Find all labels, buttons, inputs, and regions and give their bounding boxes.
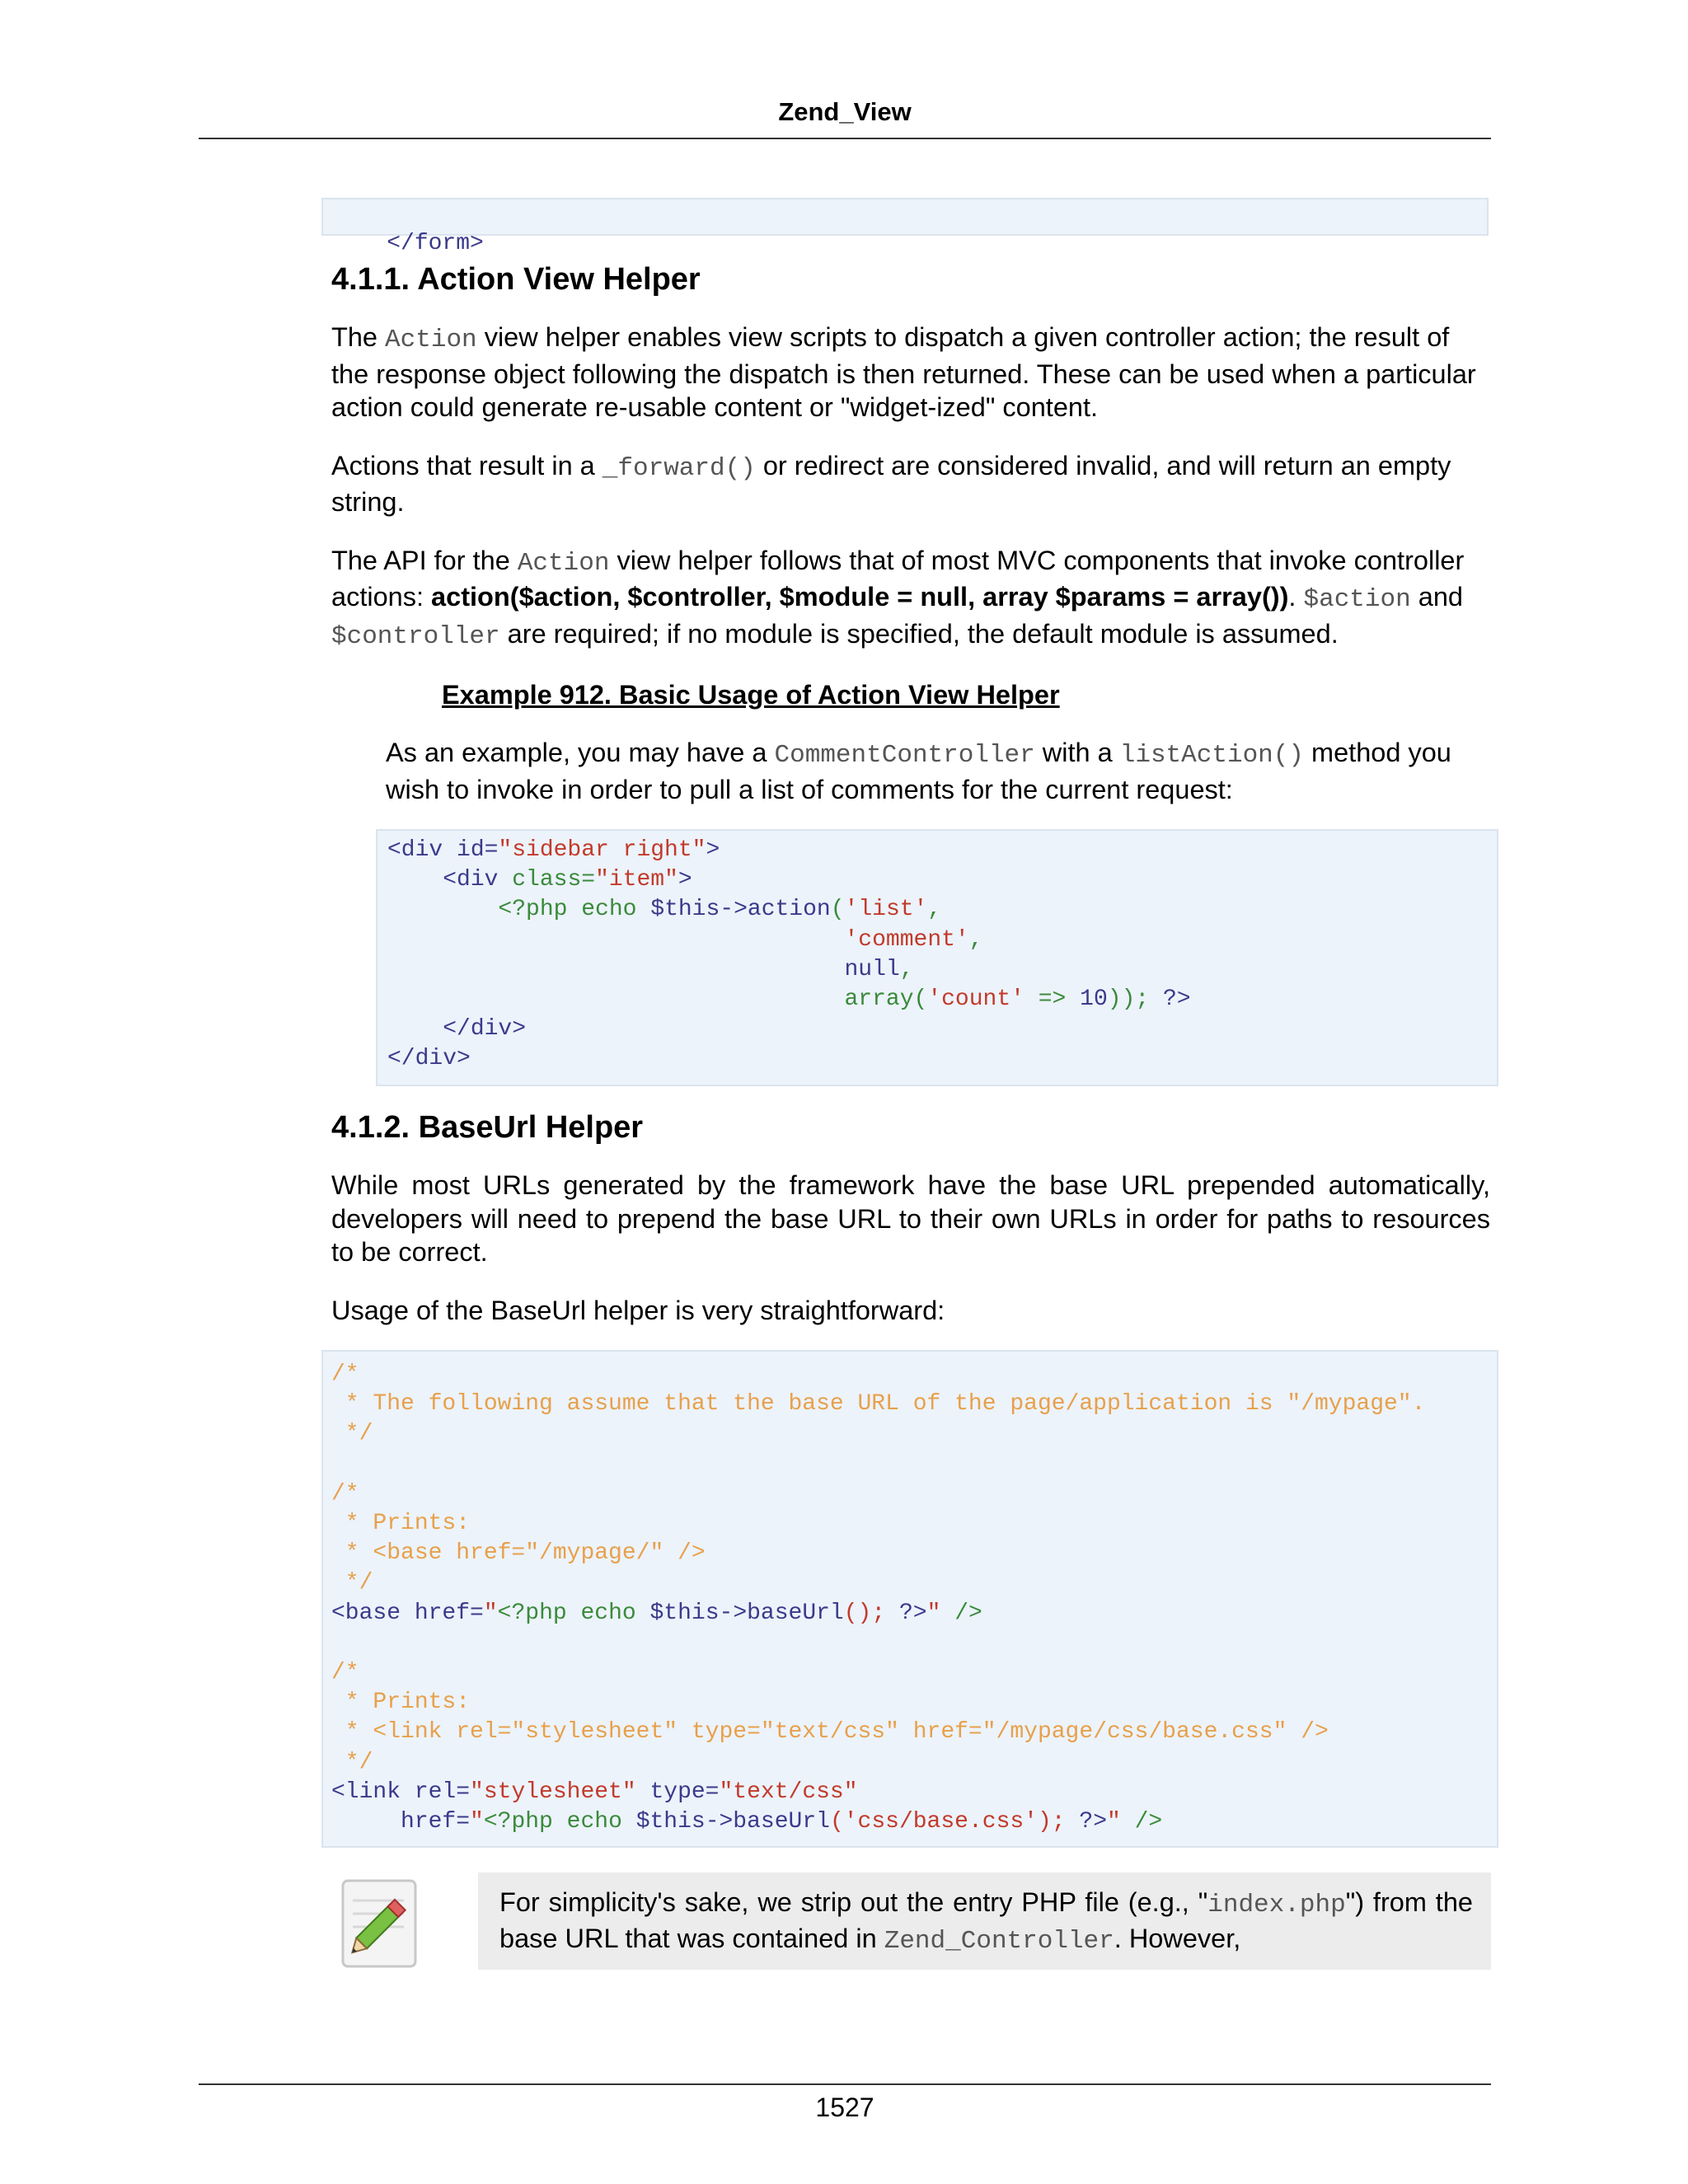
code-block-form-end: [321, 198, 1489, 256]
text: .: [1288, 582, 1304, 612]
inline-code: listAction(): [1119, 741, 1304, 770]
note-text: [499, 1886, 1473, 1958]
text: ") from the base URL that was contained in: [499, 1887, 1473, 1953]
code-line: * Prints:: [331, 1690, 471, 1716]
text: or redirect are considered invalid, and will return an empty string.: [331, 450, 1451, 517]
header-rule: [199, 138, 1491, 139]
text: view helper follows that of most MVC components that invoke controller actions:: [331, 545, 1465, 612]
code-line: 'comment',: [844, 926, 983, 953]
code-line: <link rel="stylesheet" type="text/css": [331, 1779, 858, 1805]
code-line: /*: [331, 1660, 359, 1686]
inline-code: Zend_Controller: [884, 1927, 1114, 1956]
inline-code: _forward(): [602, 453, 756, 483]
page-number: 1527: [815, 2093, 874, 2122]
footer-rule: [199, 2083, 1491, 2085]
text: and: [1410, 582, 1463, 612]
text: are required; if no module is specified, the default module is assumed.: [499, 618, 1339, 649]
text: The API for the: [331, 545, 518, 575]
code-line: <?php echo $this->action('list',: [498, 897, 942, 923]
inline-code: index.php: [1207, 1891, 1346, 1919]
method-signature: action($action, $controller, $module = null, array $params = array()): [431, 582, 1289, 612]
pencil-note-icon: [338, 1876, 425, 1973]
text: The: [331, 322, 386, 352]
inline-code: Action: [517, 548, 610, 578]
example-paragraph: [386, 736, 1490, 806]
code-line: href="<?php echo $this->baseUrl('css/base.css'); ?>" />: [401, 1809, 1163, 1835]
section-title-action-view-helper: 4.1.1. Action View Helper: [331, 262, 701, 297]
note-box: [478, 1872, 1491, 1970]
main-content: [331, 198, 1498, 1848]
code-block-baseurl: [321, 1350, 1498, 1848]
code-line: */: [331, 1749, 373, 1775]
text: As an example, you may have a: [386, 738, 775, 767]
code-line: * Prints:: [331, 1511, 471, 1537]
code-line: */: [331, 1421, 373, 1447]
text: method you wish to invoke in order to pull a list of comments for the current request:: [386, 738, 1451, 804]
code-line: <div id="sidebar right">: [387, 837, 720, 863]
page-header-title: Zend_View: [778, 97, 912, 126]
paragraph-action-intro: [331, 321, 1490, 424]
text: view helper enables view scripts to dispatch a given controller action; the result of the response object following the dispatch is then returned. These can be used when a particular action could generate re-usable content or "widget-ized" content.: [331, 322, 1476, 422]
text: For simplicity's sake, we strip out the entry PHP file (e.g., ": [499, 1887, 1208, 1917]
code-line: </form>: [387, 231, 484, 256]
example-title: Example 912. Basic Usage of Action View Helper: [442, 680, 1060, 710]
code-line: array('count' => 10)); ?>: [844, 987, 1191, 1013]
code-line: * The following assume that the base URL of the page/application is "/mypage".: [331, 1391, 1426, 1418]
paragraph-baseurl-intro: While most URLs generated by the framework have the base URL prepended automatically, developers will need to prepend the base URL to their own URLs in order for paths to resources to be correct.: [331, 1170, 1490, 1267]
text: . However,: [1114, 1924, 1241, 1953]
code-line: </div>: [443, 1016, 527, 1043]
code-line: null,: [844, 956, 914, 982]
code-line: <base href="<?php echo $this->baseUrl(); ?>" />: [331, 1600, 982, 1626]
code-line: /*: [331, 1361, 359, 1387]
paragraph-baseurl-usage: Usage of the BaseUrl helper is very straightforward:: [331, 1295, 945, 1325]
paragraph-forward: [331, 449, 1490, 519]
inline-code: Action: [385, 326, 477, 354]
code-line: * <link rel="stylesheet" type="text/css" href="/mypage/css/base.css" />: [331, 1719, 1329, 1746]
text: with a: [1034, 738, 1120, 767]
code-line: /*: [331, 1480, 359, 1507]
code-line: * <base href="/mypage/" />: [331, 1540, 706, 1567]
text: Actions that result in a: [331, 450, 603, 480]
inline-code: CommentController: [774, 741, 1035, 770]
inline-code: $controller: [331, 621, 500, 651]
inline-code: $action: [1303, 585, 1411, 614]
paragraph-api: [331, 544, 1490, 654]
code-block-action-example: [376, 829, 1498, 1086]
code-line: </div>: [387, 1046, 471, 1072]
code-line: <div class="item">: [443, 867, 692, 893]
code-line: */: [331, 1570, 373, 1596]
section-title-baseurl-helper: 4.1.2. BaseUrl Helper: [331, 1110, 644, 1145]
